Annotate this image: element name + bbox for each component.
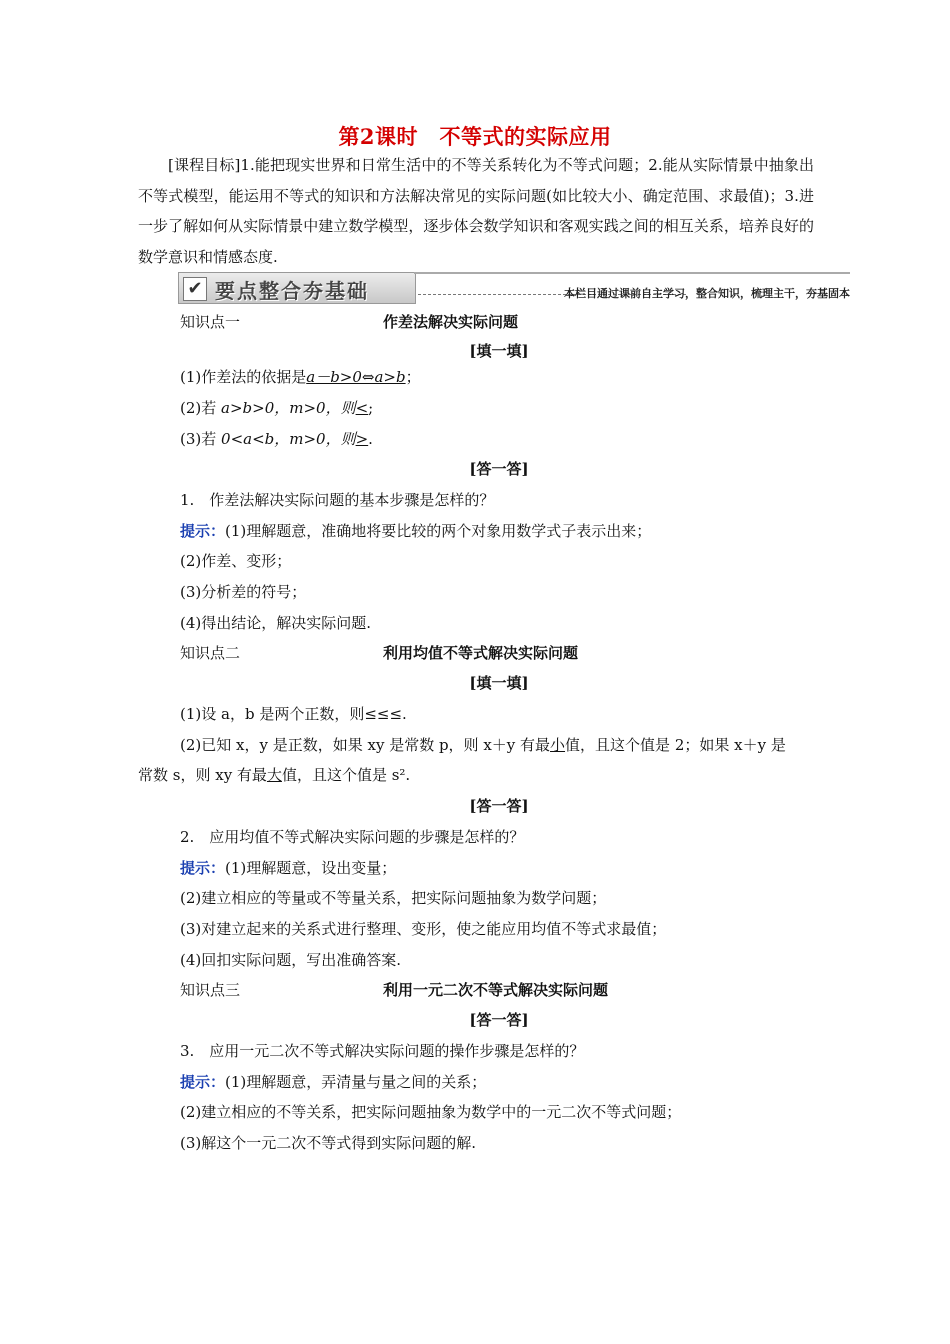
kp1-l3-answer: > xyxy=(355,430,369,448)
objective-paragraph xyxy=(138,150,814,272)
kp3-label: 知识点三 xyxy=(180,981,241,999)
kp1-hint-label: 提示： xyxy=(180,522,226,540)
kp1-l1-post: ； xyxy=(405,368,421,386)
kp2-l2b-answer: 大 xyxy=(266,766,282,784)
kp1-l3-mid: 0<a<b，m>0，则 xyxy=(221,430,356,448)
kp1-l2-pre: (2)若 xyxy=(180,399,217,417)
kp1-l3-pre: (3)若 xyxy=(180,430,217,448)
kp1-answer-1-text: (1)理解题意，准确地将要比较的两个对象用数学式子表示出来； xyxy=(225,522,652,540)
kp2-answer-1 xyxy=(180,857,396,878)
objective-text: 1.能把现实世界和日常生活中的不等关系转化为不等式问题；2.能从实际情景中抽象出不等式模型，能运用不等式的知识和方法解决常见的实际问题(如比较大小、确定范围、求最值)；3.进一步了解如何从实际情景中建立数学模型，逐步体会数学知识和客观实践之间的相互关系，培养良好的数学意识和情感态度. xyxy=(138,156,814,266)
kp2-l2b-pre: 常数 s，则 xy 有最 xyxy=(138,766,267,784)
banner-note: 本栏目通过课前自主学习，整合知识，梳理主干，夯基固本 xyxy=(564,287,850,300)
kp1-l3-post: . xyxy=(368,430,373,448)
kp1-l2-answer: < xyxy=(355,399,369,417)
section-banner xyxy=(178,272,850,304)
banner-label: 要点整合夯基础 xyxy=(215,279,369,303)
kp1-l2-mid: a>b>0，m>0，则 xyxy=(221,399,356,417)
kp2-l2a-answer: 小 xyxy=(550,736,566,754)
kp1-question: 1. 作差法解决实际问题的基本步骤是怎样的？ xyxy=(180,491,495,509)
kp2-label: 知识点二 xyxy=(180,644,241,662)
kp1-fill-heading: [填一填] xyxy=(469,342,529,360)
kp1-answer-1 xyxy=(180,520,651,541)
kp2-hint-label: 提示： xyxy=(180,859,226,877)
kp3-hint-label: 提示： xyxy=(180,1073,226,1091)
kp2-question: 2. 应用均值不等式解决实际问题的步骤是怎样的？ xyxy=(180,828,525,846)
kp1-l1-pre: (1)作差法的依据是 xyxy=(180,368,307,386)
kp3-title: 利用一元二次不等式解决实际问题 xyxy=(383,981,609,999)
kp2-fill-heading: [填一填] xyxy=(469,674,529,692)
kp2-qa-heading: [答一答] xyxy=(469,797,529,815)
kp1-l2-post: ; xyxy=(368,399,374,417)
kp3-answer-1 xyxy=(180,1071,486,1092)
kp1-line-1 xyxy=(180,366,421,387)
kp3-answer-2: (2)建立相应的不等关系，把实际问题抽象为数学中的一元二次不等式问题； xyxy=(180,1103,682,1121)
kp2-answer-1-text: (1)理解题意，设出变量； xyxy=(225,859,397,877)
objective-tag: [课程目标] xyxy=(168,156,241,174)
kp2-line-1: (1)设 a，b 是两个正数，则≤≤≤. xyxy=(180,705,407,723)
course-objective xyxy=(138,150,814,272)
kp1-l1-answer: a－b>0⇔a>b xyxy=(306,368,406,386)
kp2-line-2a xyxy=(180,734,786,755)
kp1-answer-3: (3)分析差的符号； xyxy=(180,583,307,601)
kp2-line-2b xyxy=(138,764,410,785)
kp2-title: 利用均值不等式解决实际问题 xyxy=(383,644,579,662)
kp1-answer-4: (4)得出结论，解决实际问题. xyxy=(180,614,372,632)
kp2-answer-3: (3)对建立起来的关系式进行整理、变形，使之能应用均值不等式求最值； xyxy=(180,920,667,938)
kp3-question: 3. 应用一元二次不等式解决实际问题的操作步骤是怎样的？ xyxy=(180,1042,585,1060)
kp1-label: 知识点一 xyxy=(180,313,241,331)
kp3-qa-heading: [答一答] xyxy=(469,1011,529,1029)
kp2-l2b-post: 值，且这个值是 s². xyxy=(281,766,411,784)
kp1-title: 作差法解决实际问题 xyxy=(383,313,519,331)
banner-rule xyxy=(414,272,850,274)
kp1-answer-2: (2)作差、变形； xyxy=(180,552,292,570)
kp1-line-2 xyxy=(180,397,373,418)
kp2-l2a-post: 值，且这个值是 2；如果 x＋y 是 xyxy=(565,736,786,754)
banner-box xyxy=(178,272,416,304)
page-title: 第2课时 不等式的实际应用 xyxy=(338,124,612,149)
kp3-answer-1-text: (1)理解题意，弄清量与量之间的关系； xyxy=(225,1073,487,1091)
check-icon: ✔ xyxy=(183,277,207,301)
kp2-l2a-pre: (2)已知 x，y 是正数，如果 xy 是常数 p，则 x＋y 有最 xyxy=(180,736,551,754)
kp2-answer-2: (2)建立相应的等量或不等量关系，把实际问题抽象为数学问题； xyxy=(180,889,607,907)
kp1-line-3 xyxy=(180,428,373,449)
kp1-qa-heading: [答一答] xyxy=(469,460,529,478)
kp3-answer-3: (3)解这个一元二次不等式得到实际问题的解. xyxy=(180,1134,477,1152)
kp2-answer-4: (4)回扣实际问题，写出准确答案. xyxy=(180,951,402,969)
